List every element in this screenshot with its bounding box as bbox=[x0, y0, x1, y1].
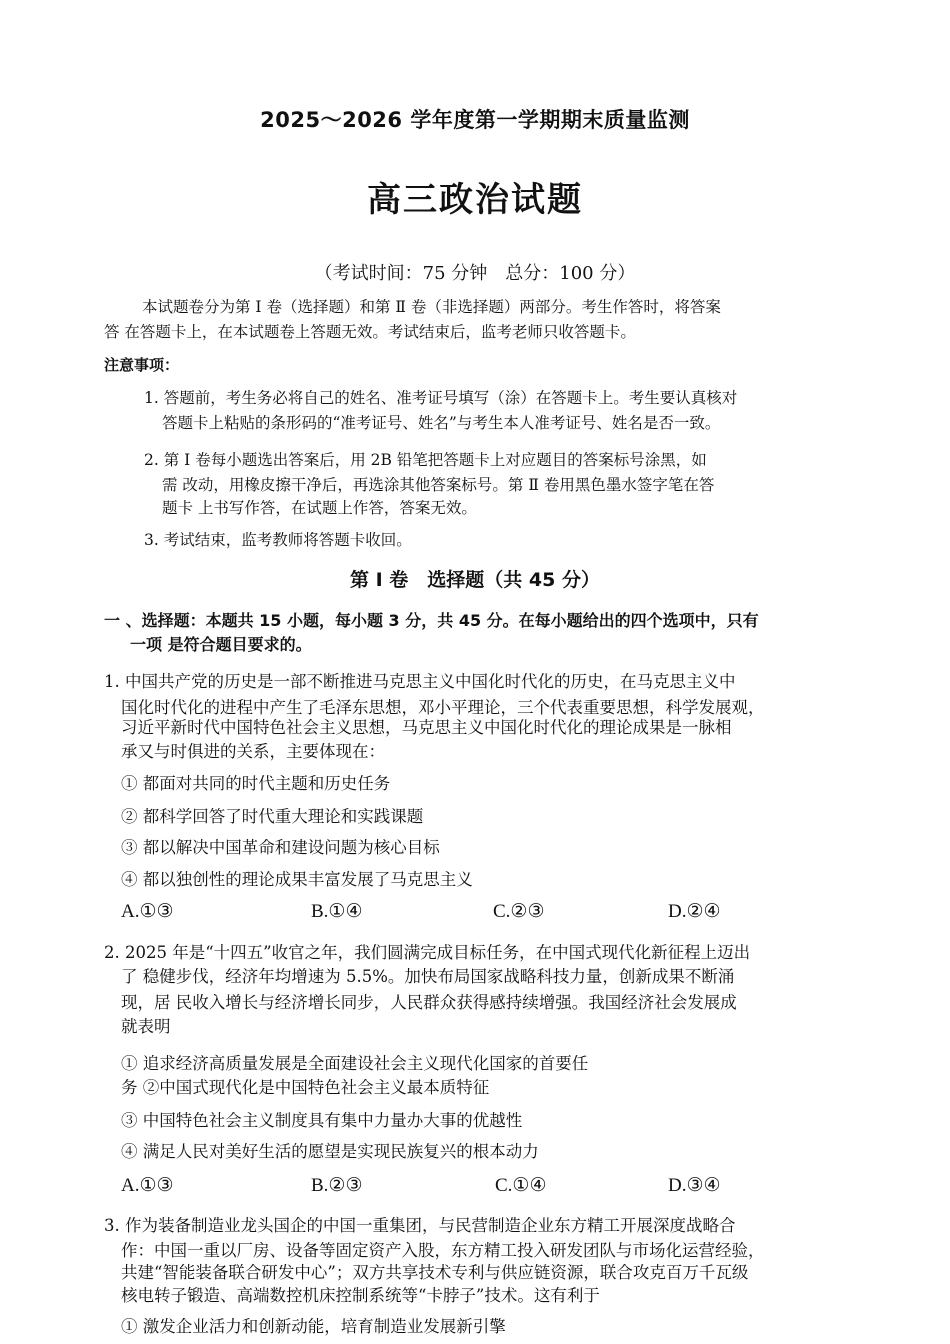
question-2-line-4: 就表明 bbox=[121, 1017, 171, 1036]
question-1-line-3: 习近平新时代中国特色社会主义思想，马克思主义中国化时代化的理论成果是一脉相 bbox=[121, 718, 732, 737]
notice-title: 注意事项： bbox=[104, 356, 180, 374]
intro-line-2: 答 在答题卡上，在本试题卷上答题无效。考试结束后，监考老师只收答题卡。 bbox=[104, 323, 636, 341]
question-1-choice-a: A.①③ bbox=[121, 901, 174, 922]
question-3-line-2: 作：中国一重以厂房、设备等固定资产入股，东方精工投入研发团队与市场化运营经验， bbox=[121, 1241, 765, 1260]
question-2-line-2: 了 稳健步伐，经济年均增速为 5.5%。加快布局国家战略科技力量，创新成果不断涌 bbox=[121, 967, 735, 986]
question-2-option-1: ① 追求经济高质量发展是全面建设社会主义现代化国家的首要任 bbox=[121, 1054, 589, 1073]
exam-info: （考试时间：75 分钟 总分：100 分） bbox=[314, 263, 636, 284]
notice-item-2-line-1: 2. 第 Ⅰ 卷每小题选出答案后，用 2B 铅笔把答题卡上对应题目的答案标号涂黑，如 bbox=[144, 451, 707, 469]
question-3-line-4: 核电转子锻造、高端数控机床控制系统等“卡脖子”技术。这有利于 bbox=[121, 1286, 600, 1305]
question-2-choice-c: C.①④ bbox=[495, 1175, 547, 1196]
question-3-option-1: ① 激发企业活力和创新动能，培育制造业发展新引擎 bbox=[121, 1317, 506, 1336]
notice-item-1-line-2: 答题卡上粘贴的条形码的“准考证号、姓名”与考生本人准考证号、姓名是否一致。 bbox=[162, 414, 721, 432]
section-instruction-line-2: 一项 是符合题目要求的。 bbox=[130, 635, 312, 654]
question-1-option-2: ② 都科学回答了时代重大理论和实践课题 bbox=[121, 807, 424, 826]
question-2-choice-b: B.②③ bbox=[311, 1175, 363, 1196]
question-1-line-4: 承又与时俱进的关系，主要体现在： bbox=[121, 742, 385, 761]
question-2-line-3: 现，居 民收入增长与经济增长同步，人民群众获得感持续增强。我国经济社会发展成 bbox=[121, 993, 737, 1012]
question-2-option-3: ③ 中国特色社会主义制度具有集中力量办大事的优越性 bbox=[121, 1111, 523, 1130]
question-2-line-1: 2. 2025 年是“十四五”收官之年，我们圆满完成目标任务，在中国式现代化新征程上迈出 bbox=[104, 943, 751, 962]
question-1-line-1: 1. 中国共产党的历史是一部不断推进马克思主义中国化时代化的历史，在马克思主义中 bbox=[104, 672, 736, 691]
question-2-option-4: ④ 满足人民对美好生活的愿望是实现民族复兴的根本动力 bbox=[121, 1142, 539, 1161]
question-3-line-3: 共建“智能装备联合研发中心”；双方共享技术专利与供应链资源，联合攻克百万千瓦级 bbox=[121, 1263, 749, 1282]
notice-item-3-line-1: 3. 考试结束，监考教师将答题卡收回。 bbox=[144, 531, 412, 549]
notice-item-2-line-3: 题卡 上书写作答，在试题上作答，答案无效。 bbox=[162, 499, 477, 517]
question-1-option-4: ④ 都以独创性的理论成果丰富发展了马克思主义 bbox=[121, 870, 473, 889]
section-instruction-line-1: 一 、选择题：本题共 15 小题，每小题 3 分，共 45 分。在每小题给出的四个选项中，只有 bbox=[104, 611, 759, 630]
question-1-choice-c: C.②③ bbox=[493, 901, 545, 922]
question-1-option-1: ① 都面对共同的时代主题和历史任务 bbox=[121, 774, 391, 793]
question-1-line-2: 国化时代化的进程中产生了毛泽东思想，邓小平理论，三个代表重要思想，科学发展观， bbox=[121, 698, 765, 717]
intro-line-1: 本试题卷分为第 Ⅰ 卷（选择题）和第 Ⅱ 卷（非选择题）两部分。考生作答时，将答案 bbox=[142, 298, 721, 316]
question-1-choice-b: B.①④ bbox=[311, 901, 363, 922]
section-title: 第 Ⅰ 卷 选择题（共 45 分） bbox=[350, 569, 600, 591]
question-2-choice-a: A.①③ bbox=[121, 1175, 174, 1196]
question-1-choice-d: D.②④ bbox=[668, 901, 721, 922]
question-1-option-3: ③ 都以解决中国革命和建设问题为核心目标 bbox=[121, 838, 440, 857]
notice-item-1-line-1: 1. 答题前，考生务必将自己的姓名、准考证号填写（涂）在答题卡上。考生要认真核对 bbox=[144, 389, 738, 407]
notice-item-2-line-2: 需 改动，用橡皮擦干净后，再选涂其他答案标号。第 Ⅱ 卷用黑色墨水签字笔在答 bbox=[162, 476, 715, 494]
year-title: 2025～2026 学年度第一学期期末质量监测 bbox=[260, 108, 690, 132]
question-2-option-2: 务 ②中国式现代化是中国特色社会主义最本质特征 bbox=[121, 1078, 490, 1097]
question-2-choice-d: D.③④ bbox=[668, 1175, 721, 1196]
question-3-line-1: 3. 作为装备制造业龙头国企的中国一重集团，与民营制造企业东方精工开展深度战略合 bbox=[104, 1216, 736, 1235]
exam-title: 高三政治试题 bbox=[367, 180, 583, 220]
